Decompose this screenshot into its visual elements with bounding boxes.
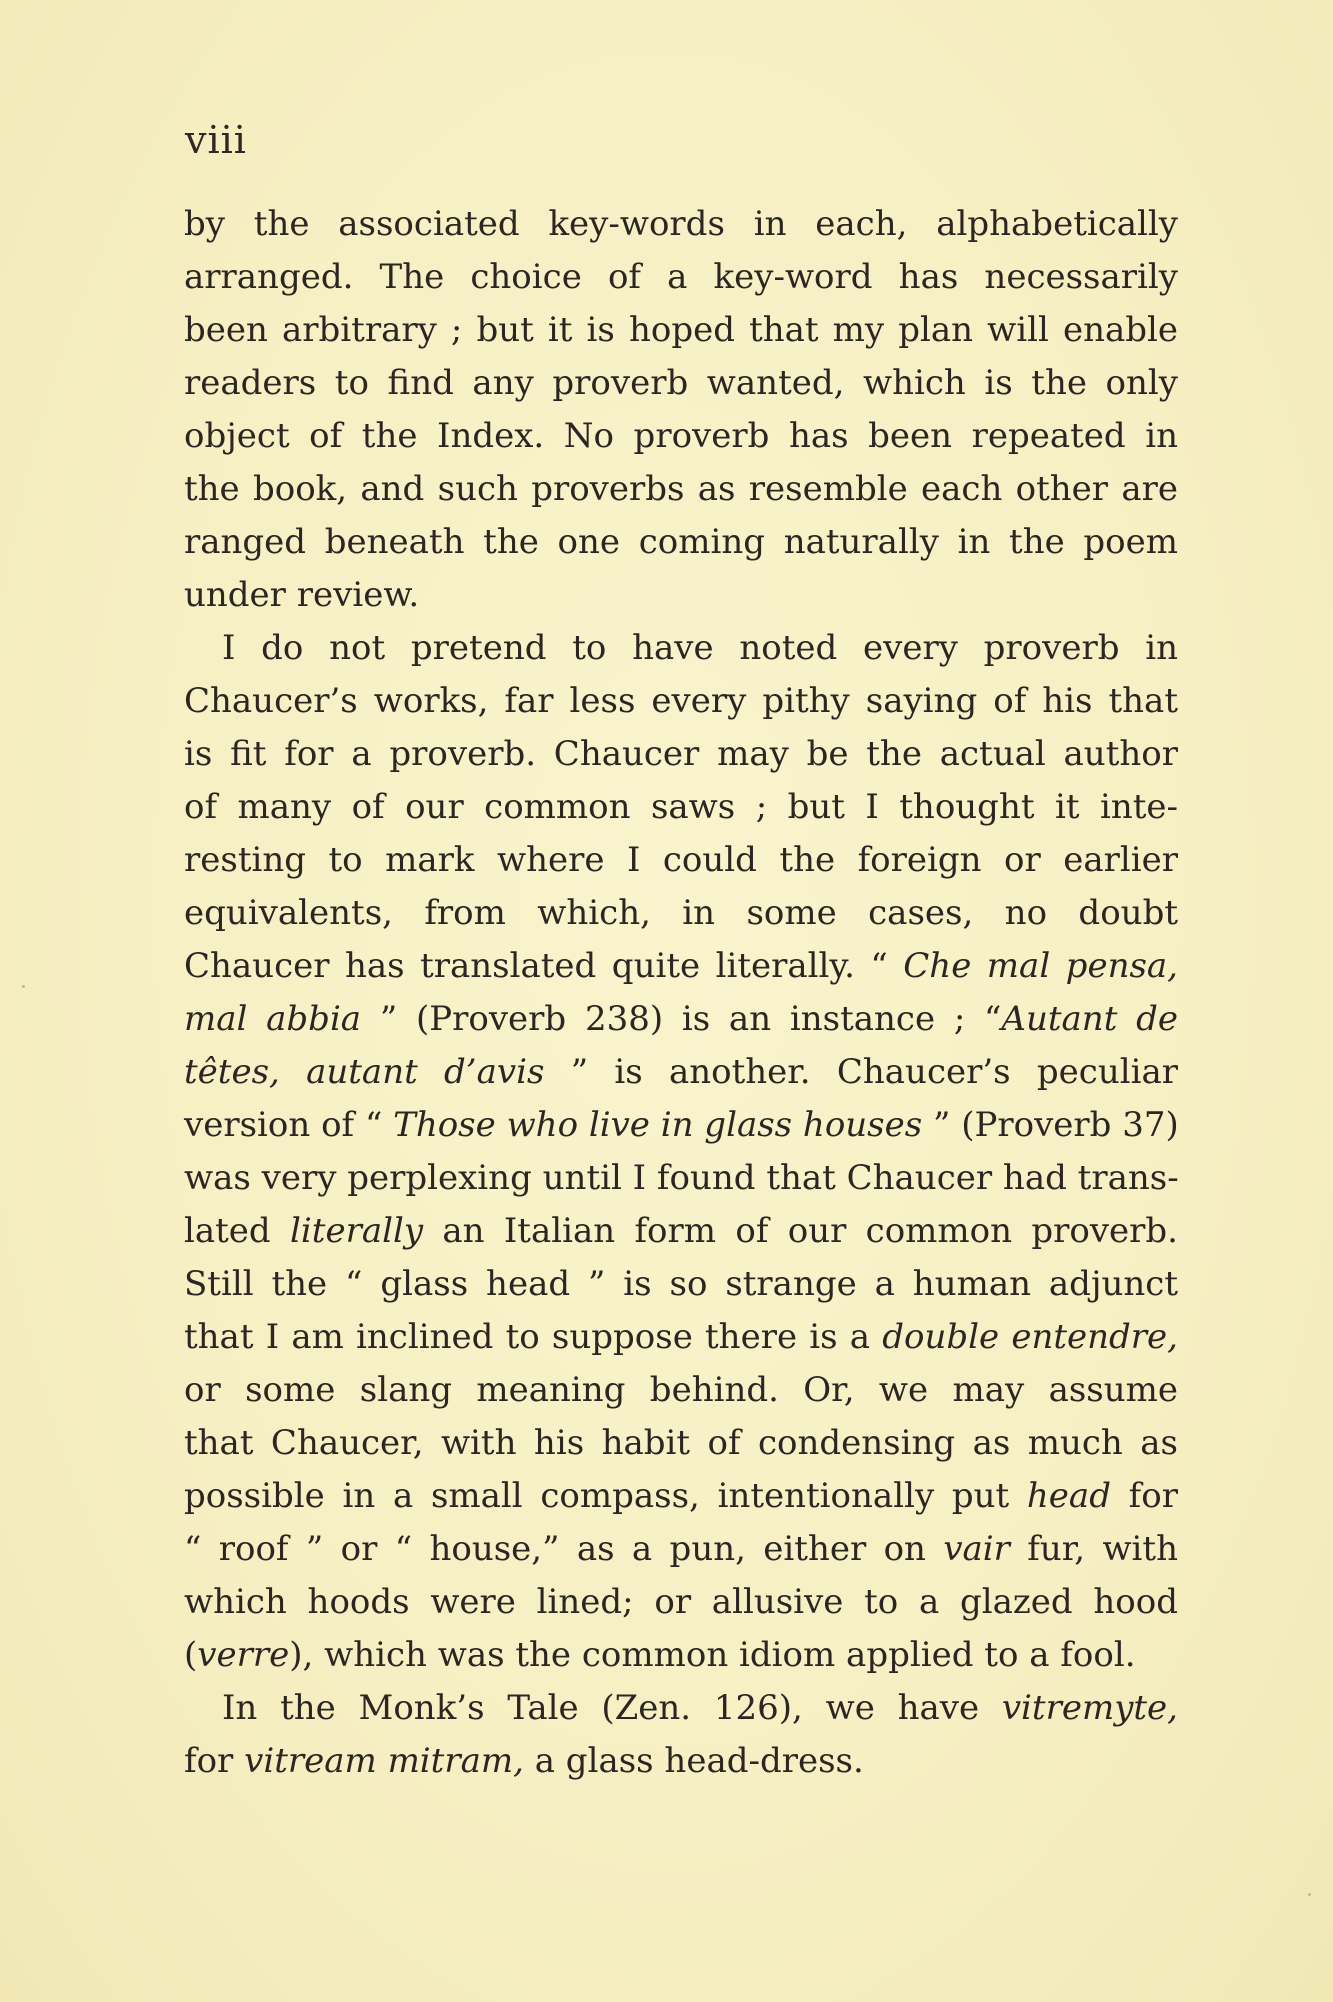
- text-segment: lated: [184, 1211, 291, 1251]
- paragraph: [184, 622, 1178, 1682]
- text-line: [184, 1682, 1178, 1735]
- text-segment: for: [184, 1741, 245, 1781]
- text-segment: ” (Proverb 37): [922, 1105, 1179, 1145]
- text-line: [184, 993, 1178, 1046]
- text-line: [184, 1735, 1178, 1788]
- italic-segment: Those who live in glass houses: [393, 1105, 923, 1145]
- text-line: [184, 728, 1178, 781]
- text-line: [184, 675, 1178, 728]
- text-line: [184, 1205, 1178, 1258]
- text-line: [184, 569, 1178, 622]
- text-segment: that I am inclined to suppose there is a: [184, 1317, 883, 1357]
- text-segment: ranged beneath the one coming naturally in the poem: [184, 522, 1178, 562]
- text-segment: Still the “ glass head ” is so strange a human adjunct: [184, 1264, 1178, 1304]
- text-line: [184, 516, 1178, 569]
- body-text: [184, 198, 1178, 1788]
- text-segment: for: [1110, 1476, 1178, 1516]
- text-segment: fur, with: [1009, 1529, 1178, 1569]
- paragraph: [184, 1682, 1178, 1788]
- text-line: [184, 198, 1178, 251]
- italic-segment: vitremyte,: [1001, 1688, 1178, 1728]
- italic-segment: têtes, autant d’avis: [184, 1052, 545, 1092]
- text-segment: equivalents, from which, in some cases, no doubt: [184, 893, 1178, 933]
- text-segment: resting to mark where I could the foreign or earlier: [184, 840, 1178, 880]
- italic-segment: Che mal pensa,: [903, 946, 1178, 986]
- text-segment: “ roof ” or “ house,” as a pun, either on: [184, 1529, 944, 1569]
- text-line: [184, 1311, 1178, 1364]
- text-segment: under review.: [184, 575, 420, 615]
- text-segment: (: [184, 1635, 198, 1675]
- paragraph: [184, 198, 1178, 622]
- text-segment: that Chaucer, with his habit of condensing as much as: [184, 1423, 1178, 1463]
- text-line: [184, 781, 1178, 834]
- text-segment: was very perplexing until I found that Chaucer had trans-: [184, 1158, 1179, 1198]
- text-line: [184, 463, 1178, 516]
- text-line: [184, 1152, 1178, 1205]
- text-segment: of many of our common saws ; but I thought it inte-: [184, 787, 1178, 827]
- italic-segment: vair: [943, 1529, 1010, 1569]
- text-line: [184, 887, 1178, 940]
- text-segment: is fit for a proverb. Chaucer may be the actual author: [184, 734, 1178, 774]
- text-line: [184, 940, 1178, 993]
- text-segment: which hoods were lined; or allusive to a glazed hood: [184, 1582, 1178, 1622]
- italic-segment: double entendre,: [882, 1317, 1178, 1357]
- text-line: [184, 1417, 1178, 1470]
- text-line: [184, 834, 1178, 887]
- text-line: [184, 622, 1178, 675]
- italic-segment: vitream mitram,: [244, 1741, 524, 1781]
- text-line: [184, 304, 1178, 357]
- text-segment: ), which was the common idiom applied to a fool.: [289, 1635, 1136, 1675]
- text-line: [184, 1258, 1178, 1311]
- text-line: [184, 1046, 1178, 1099]
- paper-speck: [1308, 1893, 1311, 1896]
- text-line: [184, 251, 1178, 304]
- text-segment: possible in a small compass, intentionally put: [184, 1476, 1027, 1516]
- text-line: [184, 1629, 1178, 1682]
- text-segment: readers to find any proverb wanted, which is the only: [184, 363, 1178, 403]
- italic-segment: head: [1026, 1476, 1111, 1516]
- text-segment: or some slang meaning behind. Or, we may assume: [184, 1370, 1178, 1410]
- text-line: [184, 1576, 1178, 1629]
- text-line: [184, 1523, 1178, 1576]
- italic-segment: literally: [290, 1211, 424, 1251]
- text-line: [184, 1470, 1178, 1523]
- text-segment: the book, and such proverbs as resemble each other are: [184, 469, 1178, 509]
- page-number: viii: [185, 118, 247, 162]
- text-segment: object of the Index. No proverb has been repeated in: [184, 416, 1178, 456]
- italic-segment: Autant de: [1001, 999, 1179, 1039]
- text-line: [184, 1364, 1178, 1417]
- text-segment: ” is another. Chaucer’s peculiar: [544, 1052, 1178, 1092]
- italic-segment: verre: [197, 1635, 290, 1675]
- text-segment: arranged. The choice of a key-word has necessarily: [184, 257, 1178, 297]
- text-line: [184, 1099, 1178, 1152]
- italic-segment: mal abbia: [184, 999, 362, 1039]
- text-segment: I do not pretend to have noted every proverb in: [222, 628, 1178, 668]
- text-segment: Chaucer has translated quite literally. “: [184, 946, 904, 986]
- text-segment: ” (Proverb 238) is an instance ; “: [361, 999, 1002, 1039]
- text-segment: a glass head-dress.: [523, 1741, 864, 1781]
- text-segment: by the associated key-words in each, alphabetically: [184, 204, 1178, 244]
- text-segment: an Italian form of our common proverb.: [423, 1211, 1178, 1251]
- text-segment: In the Monk’s Tale (Zen. 126), we have: [222, 1688, 1002, 1728]
- text-segment: been arbitrary ; but it is hoped that my plan will enable: [184, 310, 1178, 350]
- text-line: [184, 410, 1178, 463]
- text-line: [184, 357, 1178, 410]
- paper-speck: [22, 985, 25, 988]
- text-segment: Chaucer’s works, far less every pithy saying of his that: [184, 681, 1178, 721]
- text-segment: version of “: [184, 1105, 394, 1145]
